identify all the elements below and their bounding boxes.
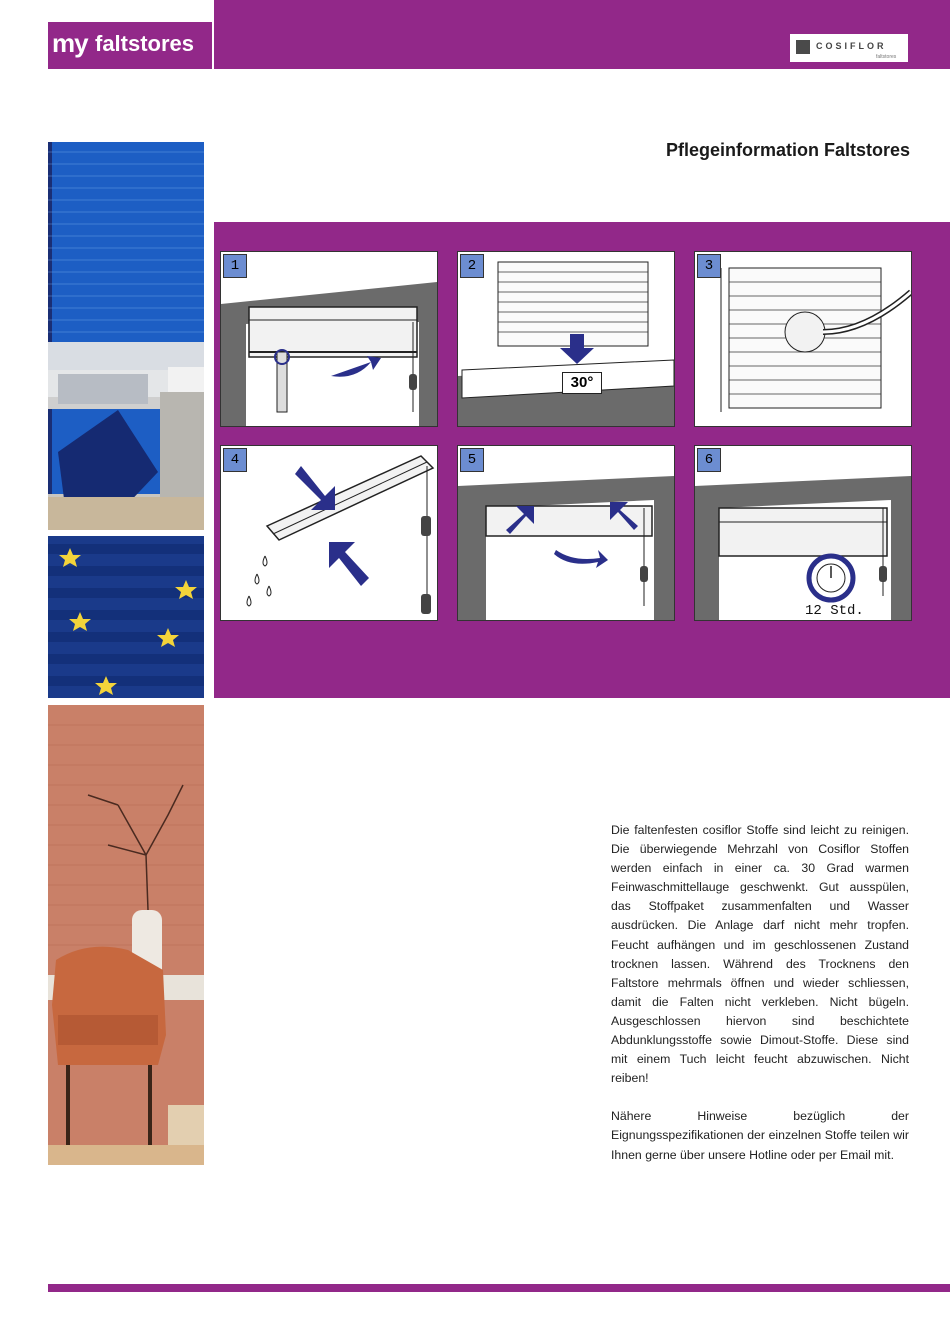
step-number: 6	[697, 448, 721, 472]
step-panel-4	[220, 445, 438, 621]
step-number: 4	[223, 448, 247, 472]
step-panel-1	[220, 251, 438, 427]
photo-armchair-room	[48, 705, 204, 1165]
page-title: Pflegeinformation Faltstores	[665, 140, 910, 160]
partner-logo-text: COSIFLOR	[816, 41, 887, 51]
photo-blue-pleated-blind	[48, 142, 204, 530]
step-panel-3	[694, 251, 912, 427]
temperature-label: 30°	[562, 372, 602, 394]
drying-time-label: 12 Std.	[805, 603, 864, 619]
partner-logo-subtext: faltstores	[876, 54, 897, 60]
step-number: 1	[223, 254, 247, 278]
step-panel-6	[694, 445, 912, 621]
logo-my-text: my	[52, 28, 88, 58]
partner-logo-icon	[796, 40, 810, 54]
step-panel-2	[457, 251, 675, 427]
contact-paragraph: Nähere Hinweise bezüglich der Eignungsspezifikationen der einzelnen Stoffe teilen wir Ihnen gerne über unsere Hotline oder per Email mit.	[611, 1109, 909, 1162]
care-instructions-text	[611, 821, 909, 1184]
footer-bar	[48, 1284, 950, 1292]
logo-brand-text: faltstores	[95, 31, 195, 56]
step-number: 2	[460, 254, 484, 278]
step-number: 5	[460, 448, 484, 472]
care-paragraph: Die faltenfesten cosiflor Stoffe sind leicht zu reinigen. Die überwiegende Mehrzahl von Cosiflor Stoffen werden einfach in einer ca. 30 Grad warmen Feinwaschmittellauge geschwenkt. Gut ausspülen, das Stoffpaket zusammenfalten und Wasser ausdrücken. Die Anlage darf nicht mehr tropfen. Feucht aufhängen und im geschlossenen Zustand trocknen lassen. Während des Trocknens den Faltstore mehrmals öffnen und wieder schliessen, damit die Falten nicht verkleben. Nicht bügeln. Ausgeschlossen hiervon sind beschichtete Abdunklungsstoffe sowie Dimout-Stoffe. Diese sind mit einem Tuch leicht feucht abzuwischen. Nicht reiben!	[611, 823, 909, 1086]
step-panel-5	[457, 445, 675, 621]
step-number: 3	[697, 254, 721, 278]
photo-eu-flag-blind	[48, 536, 204, 698]
